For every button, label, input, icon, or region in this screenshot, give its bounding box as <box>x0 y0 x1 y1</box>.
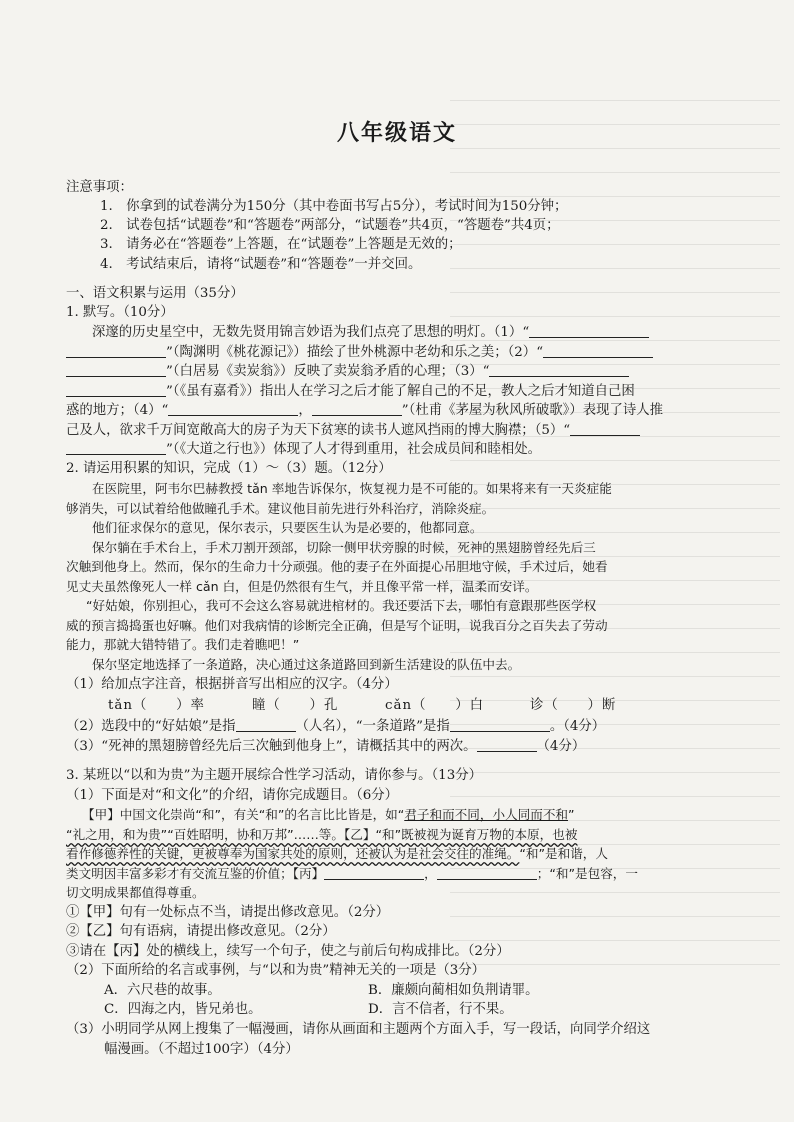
passage-line: 保尔坚定地选择了一条道路，决心通过这条道路回到新生活建设的队伍中去。 <box>92 657 521 672</box>
answer-blank[interactable] <box>66 343 166 358</box>
q3-item: ①【甲】句有一处标点不当，请提出修改意见。（2分） <box>66 905 390 920</box>
intro-line: “礼之用，和为贵”“百姓昭明，协和万邦”……等。【乙】“和”既被视为诞育万物的本原，也被 <box>66 827 578 842</box>
pinyin-item[interactable]: cǎn（ ）白 <box>385 698 485 713</box>
answer-blank[interactable] <box>570 421 640 436</box>
answer-blank[interactable] <box>66 382 166 397</box>
pinyin-item[interactable]: tǎn（ ）率 <box>108 698 205 713</box>
option-b[interactable]: B．廉颇向蔺相如负荆请罪。 <box>368 983 539 998</box>
option-c[interactable]: C．四海之内，皆兄弟也。 <box>104 1002 262 1017</box>
intro-line: 切文明成果都值得尊重。 <box>66 885 205 900</box>
question-2-heading: 2. 请运用积累的知识，完成（1）～（3）题。（12分） <box>66 461 392 476</box>
passage-line: 保尔躺在手术台上，手术刀割开颈部，切除一侧甲状旁腺的时候，死神的黑翅膀曾经先后三 <box>92 540 596 555</box>
answer-blank[interactable] <box>543 343 653 358</box>
q3-item: ③请在【丙】处的横线上，续写一个句子，使之与前后句构成排比。（2分） <box>66 944 510 959</box>
passage-line: 次触到他身上。然而，保尔的生命力十分顽强。他的妻子在外面提心吊胆地守候，手术过后，她看 <box>66 559 608 574</box>
pinyin-item[interactable]: 瞳（ ）孔 <box>252 698 339 713</box>
q1-line: ”（《大道之行也》）体现了人才得到重用，社会成员间和睦相处。 <box>66 440 541 459</box>
answer-blank[interactable] <box>450 717 550 732</box>
note-item: 3. 请务必在“答题卷”上答题，在“试题卷”上答题是无效的； <box>100 237 462 252</box>
passage-line: 威的预言捣捣蛋也好嘛。他们对我病情的诊断完全正确，但是写个证明，说我百分之百失去了劳动 <box>66 618 608 633</box>
answer-blank[interactable] <box>529 323 649 338</box>
q1-line: 己及人，欲求千万间宽敞高大的房子为天下贫寒的读书人遮风挡雨的博大胸襟；（5）“ <box>66 421 640 440</box>
answer-blank[interactable] <box>66 440 166 455</box>
answer-blank[interactable] <box>168 401 298 416</box>
q3-subquestion: （1）下面是对“和文化”的介绍，请你完成题目。（6分） <box>66 788 399 803</box>
page-title: 八年级语文 <box>336 121 457 146</box>
note-item: 2. 试卷包括“试题卷”和“答题卷”两部分，“试题卷”共4页，“答题卷”共4页； <box>100 218 560 233</box>
q2-subquestion: （1）给加点字注音，根据拼音写出相应的汉字。（4分） <box>66 677 398 692</box>
answer-blank[interactable] <box>324 865 424 880</box>
option-a[interactable]: A．六尺巷的故事。 <box>104 983 221 998</box>
notes-heading: 注意事项： <box>66 180 133 195</box>
note-item: 4. 考试结束后，请将“试题卷”和“答题卷”一并交回。 <box>100 257 422 272</box>
q1-line: ”（白居易《卖炭翁》）反映了卖炭翁矛盾的心理；（3）“ <box>66 362 629 381</box>
q1-line: 深邃的历史星空中，无数先贤用锦言妙语为我们点亮了思想的明灯。（1）“ <box>92 323 649 342</box>
q3-subquestion: （3）小明同学从网上搜集了一幅漫画，请你从画面和主题两个方面入手，写一段话，向同学介绍这 <box>66 1022 651 1037</box>
note-item: 1. 你拿到的试卷满分为150分（其中卷面书写占5分），考试时间为150分钟； <box>100 199 568 214</box>
answer-blank[interactable] <box>437 865 537 880</box>
q3-subquestion: 幅漫画。（不超过100字）（4分） <box>104 1042 299 1057</box>
passage-line: 够消失，可以试着给他做瞳孔手术。建议他目前先进行外科治疗，消除炎症。 <box>66 501 495 516</box>
q2-subquestion: （2）选段中的“好姑娘”是指 （人名），“一条道路”是指 。（4分） <box>66 719 606 734</box>
q1-line: 惑的地方；（4）“ ， ”（杜甫《茅屋为秋风所破歌》）表现了诗人推 <box>66 403 664 418</box>
option-d[interactable]: D．言不信者，行不果。 <box>368 1002 513 1017</box>
intro-line: 【甲】中国文化崇尚“和”，有关“和”的名言比比皆是，如“君子和而不同，小人同而不和” <box>82 807 575 822</box>
q3-subquestion: （2）下面所给的名言或事例，与“以和为贵”精神无关的一项是（3分） <box>66 963 486 978</box>
q3-item: ②【乙】句有语病，请提出修改意见。（2分） <box>66 924 336 939</box>
answer-blank[interactable] <box>312 401 402 416</box>
answer-blank[interactable] <box>236 717 296 732</box>
intro-line: 类文明因丰富多彩才有交流互鉴的价值；【丙】 ， ；“和”是包容，一 <box>66 866 638 881</box>
q2-subquestion: （3）“死神的黑翅膀曾经先后三次触到他身上”，请概括其中的两次。 （4分） <box>66 739 586 754</box>
pinyin-item[interactable]: 诊（ ）断 <box>530 698 617 713</box>
passage-line: 能力，那就大错特错了。我们走着瞧吧！” <box>66 637 300 652</box>
answer-blank[interactable] <box>489 362 629 377</box>
answer-blank[interactable] <box>66 362 166 377</box>
answer-blank[interactable] <box>477 737 537 752</box>
passage-line: 见丈夫虽然像死人一样 cǎn 白，但是仍然很有生气，并且像平常一样，温柔而安详。 <box>66 579 538 594</box>
q1-line: ”（《虽有嘉肴》）指出人在学习之后才能了解自己的不足，教人之后才知道自己困 <box>66 382 635 401</box>
section-heading: 一、语文积累与运用（35分） <box>66 286 244 301</box>
passage-line: 在医院里，阿韦尔巴赫教授 tǎn 率地告诉保尔，恢复视力是不可能的。如果将来有一天炎症能 <box>92 481 612 496</box>
passage-line: 他们征求保尔的意见，保尔表示，只要医生认为是必要的，他都同意。 <box>92 520 483 535</box>
question-3-heading: 3. 某班以“以和为贵”为主题开展综合性学习活动，请你参与。（13分） <box>66 768 482 783</box>
passage-line: “好姑娘，你别担心，我可不会这么容易就进棺材的。我还要活下去，哪怕有意跟那些医学权 <box>86 598 597 613</box>
question-1-heading: 1. 默写。（10分） <box>66 305 174 320</box>
intro-line: 看作修德养性的关键，更被尊奉为国家共处的原则，还被认为是社会交往的准绳。“和”是和谐，人 <box>66 846 608 861</box>
q1-line: ”（陶渊明《桃花源记》）描绘了世外桃源中老幼和乐之美；（2）“ <box>66 343 653 362</box>
